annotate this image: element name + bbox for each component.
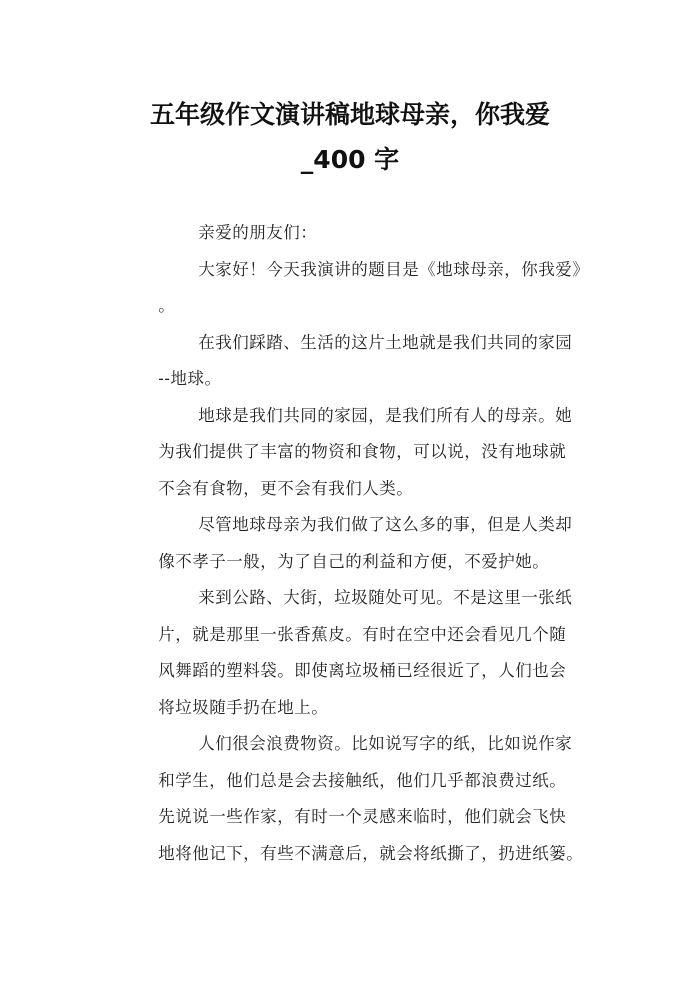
text-line: 来到公路、大街，垃圾随处可见。不是这里一张纸	[198, 588, 573, 607]
title-line-1: 五年级作文演讲稿地球母亲，你我爱	[149, 100, 550, 129]
text-line: 尽管地球母亲为我们做了这么多的事，但是人类却	[198, 515, 573, 534]
paragraph-homeland	[122, 325, 592, 398]
text-line: 像不孝子一般，为了自己的利益和方便，不爱护她。	[158, 551, 550, 571]
paragraph-greeting	[122, 215, 592, 252]
document-title	[0, 92, 700, 182]
paragraph-intro	[122, 252, 592, 325]
text-line: 风舞蹈的塑料袋。即使离垃圾桶已经很近了，人们也会	[158, 661, 567, 680]
paragraph-unfilial	[122, 507, 592, 580]
document-body	[122, 215, 592, 872]
text-line: 亲爱的朋友们：	[198, 223, 318, 242]
text-line: 不会有食物，更不会有我们人类。	[158, 478, 414, 498]
text-line: 和学生，他们总是会去接触纸，他们几乎都浪费过纸。	[158, 770, 567, 790]
text-line: 大家好！今天我演讲的题目是《地球母亲，你我爱》	[198, 259, 590, 279]
text-line: 地球是我们共同的家园，是我们所有人的母亲。她	[198, 405, 573, 425]
text-line: --地球。	[158, 369, 222, 388]
paragraph-litter	[122, 580, 592, 726]
text-line: 在我们踩踏、生活的这片土地就是我们共同的家园	[198, 332, 573, 352]
title-line-2: _400 字	[300, 145, 400, 174]
text-line: 人们很会浪费物资。比如说写字的纸，比如说作家	[198, 734, 573, 753]
text-line: 先说说一些作家，有时一个灵感来临时，他们就会飞快	[158, 807, 567, 826]
text-line: 地将他记下，有些不满意后，就会将纸撕了，扔进纸篓。	[158, 843, 584, 863]
paragraph-waste	[122, 726, 592, 872]
text-line: 为我们提供了丰富的物资和食物，可以说，没有地球就	[158, 442, 567, 461]
paragraph-mother	[122, 398, 592, 508]
text-line: 。	[158, 296, 176, 315]
text-line: 将垃圾随手扔在地上。	[158, 697, 329, 717]
text-line: 片，就是那里一张香蕉皮。有时在空中还会看见几个随	[158, 624, 567, 644]
